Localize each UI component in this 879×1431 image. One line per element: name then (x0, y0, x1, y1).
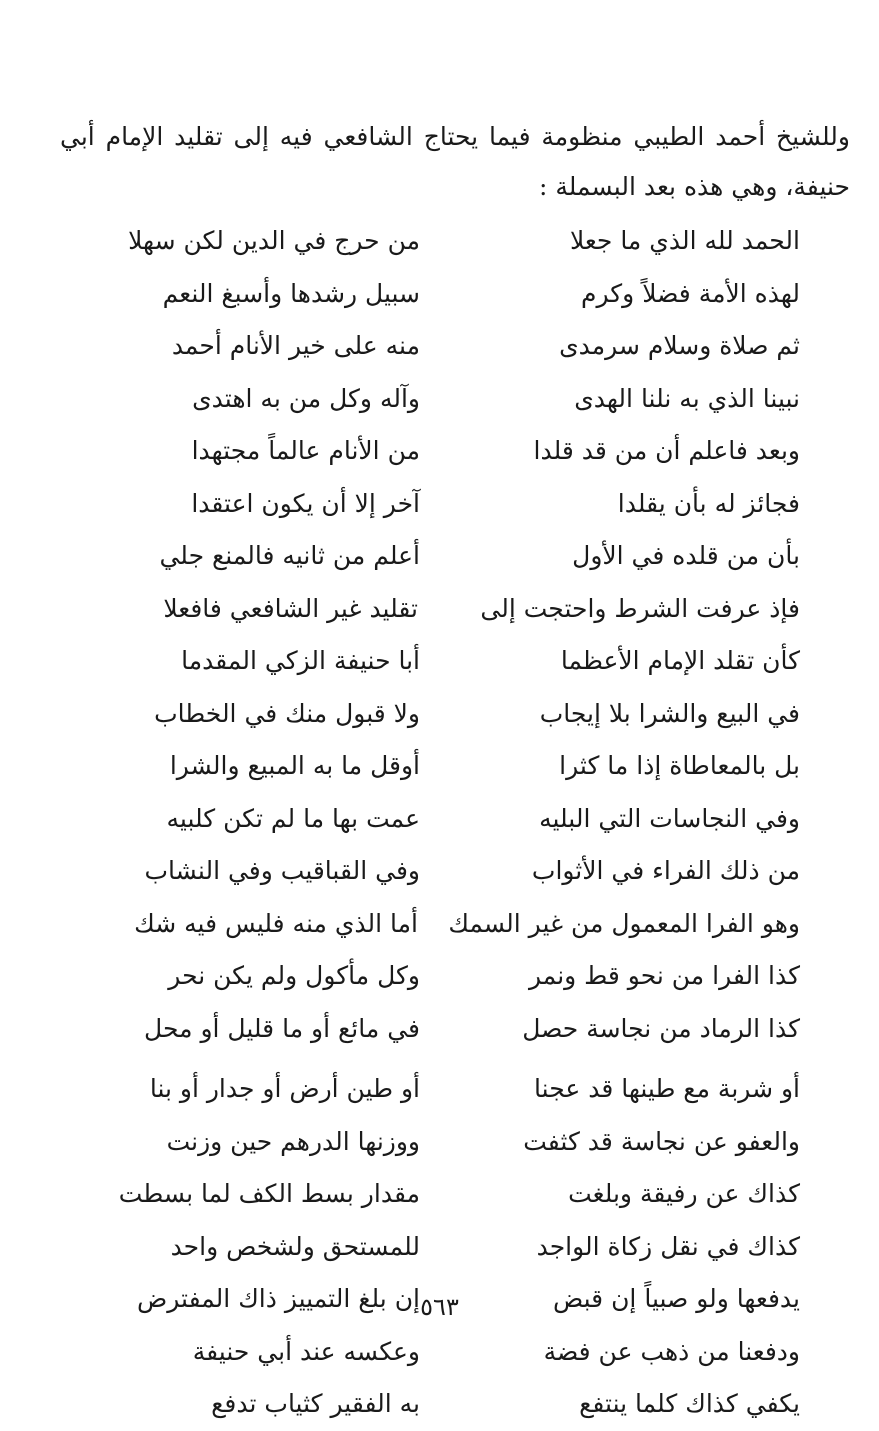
verse (110, 373, 800, 426)
verse-first-hemistich: الحمد لله الذي ما جعلا (569, 226, 800, 256)
verse-second-hemistich: عمت بها ما لم تكن كلبيه (166, 803, 420, 833)
verse (110, 845, 800, 898)
verse-second-hemistich: تقليد غير الشافعي فافعلا (163, 593, 418, 623)
verse-first-hemistich: يدفعها ولو صبياً إن قبض (553, 1284, 800, 1314)
verse (110, 530, 800, 583)
verse-first-hemistich: من ذلك الفراء في الأثواب (531, 856, 800, 886)
verse-first-hemistich: كأن تقلد الإمام الأعظما (560, 646, 800, 676)
verse-second-hemistich: أوقل ما به المبيع والشرا (169, 751, 420, 781)
verse (110, 1378, 800, 1431)
verse-first-hemistich: ودفعنا من ذهب عن فضة (543, 1336, 800, 1366)
verse-second-hemistich: سبيل رشدها وأسبغ النعم (162, 278, 420, 308)
verse-first-hemistich: كذا الرماد من نجاسة حصل (522, 1013, 800, 1043)
verse-second-hemistich: وآله وكل من به اهتدى (192, 383, 420, 413)
verse (110, 583, 800, 636)
verse-second-hemistich: من الأنام عالماً مجتهدا (191, 436, 420, 466)
verse-second-hemistich: أبا حنيفة الزكي المقدما (181, 646, 420, 676)
verse-first-hemistich: وفي النجاسات التي البليه (539, 803, 800, 833)
verse-second-hemistich: وفي القباقيب وفي النشاب (144, 856, 420, 886)
verse-first-hemistich: فجائز له بأن يقلدا (617, 488, 800, 518)
verse-second-hemistich: ولا قبول منك في الخطاب (154, 698, 420, 728)
verse (110, 740, 800, 793)
verse-first-hemistich: كذا الفرا من نحو قط ونمر (528, 961, 800, 991)
verse-second-hemistich: أو طين أرض أو جدار أو بنا (149, 1074, 420, 1104)
verse-first-hemistich: بل بالمعاطاة إذا ما كثرا (559, 751, 800, 781)
verse-second-hemistich: منه على خير الأنام أحمد (171, 331, 420, 361)
verse (110, 1063, 800, 1116)
verse-second-hemistich: من حرج في الدين لكن سهلا (128, 226, 420, 256)
verse-second-hemistich: للمستحق ولشخص واحد (170, 1231, 420, 1261)
page-number: ٥٦٣ (420, 1293, 459, 1321)
poem (110, 215, 800, 1431)
verse-second-hemistich: ووزنها الدرهم حين وزنت (166, 1126, 420, 1156)
verse-second-hemistich: وعكسه عند أبي حنيفة (192, 1336, 420, 1366)
verse-first-hemistich: كذاك عن رفيقة وبلغت (568, 1179, 800, 1209)
verse (110, 425, 800, 478)
verse (110, 478, 800, 531)
verse (110, 950, 800, 1003)
verse-second-hemistich: أعلم من ثانيه فالمنع جلي (159, 541, 420, 571)
verse (110, 268, 800, 321)
verse (110, 1003, 800, 1056)
verse-first-hemistich: كذاك في نقل زكاة الواجد (536, 1231, 800, 1261)
verse-second-hemistich: إن بلغ التمييز ذاك المفترض (137, 1284, 420, 1314)
verse-first-hemistich: ثم صلاة وسلام سرمدى (559, 331, 800, 361)
verse-second-hemistich: وكل مأكول ولم يكن نحر (168, 961, 420, 991)
verse-first-hemistich: وهو الفرا المعمول من غير السمك (448, 908, 800, 938)
verse (110, 688, 800, 741)
verse-first-hemistich: لهذه الأمة فضلاً وكرم (581, 278, 800, 308)
verse-second-hemistich: به الفقير كثياب تدفع (211, 1389, 420, 1419)
verse-first-hemistich: بأن من قلده في الأول (572, 541, 800, 571)
verse-first-hemistich: نبينا الذي به نلنا الهدى (574, 383, 800, 413)
verse (110, 1221, 800, 1274)
intro-paragraph: وللشيخ أحمد الطيبي منظومة فيما يحتاج الشافعي فيه إلى تقليد الإمام أبي حنيفة، وهي هذه بعد البسملة : (60, 122, 850, 201)
verse (110, 793, 800, 846)
verse (110, 1326, 800, 1379)
verse-first-hemistich: فإذ عرفت الشرط واحتجت إلى (480, 593, 800, 623)
verse (110, 320, 800, 373)
verse (110, 635, 800, 688)
verse (110, 898, 800, 951)
verse-second-hemistich: آخر إلا أن يكون اعتقدا (191, 488, 420, 518)
verse-first-hemistich: والعفو عن نجاسة قد كثفت (523, 1126, 800, 1156)
verse (110, 1168, 800, 1221)
verse-first-hemistich: أو شربة مع طينها قد عجنا (534, 1074, 800, 1104)
verse (110, 1116, 800, 1169)
verse-second-hemistich: في مائع أو ما قليل أو محل (144, 1013, 420, 1043)
verse-first-hemistich: يكفي كذاك كلما ينتفع (579, 1389, 800, 1419)
verse-second-hemistich: أما الذي منه فليس فيه شك (134, 908, 418, 938)
verse-first-hemistich: وبعد فاعلم أن من قد قلدا (533, 436, 800, 466)
verse-first-hemistich: في البيع والشرا بلا إيجاب (539, 698, 800, 728)
verse (110, 215, 800, 268)
verse-second-hemistich: مقدار بسط الكف لما بسطت (118, 1179, 420, 1209)
